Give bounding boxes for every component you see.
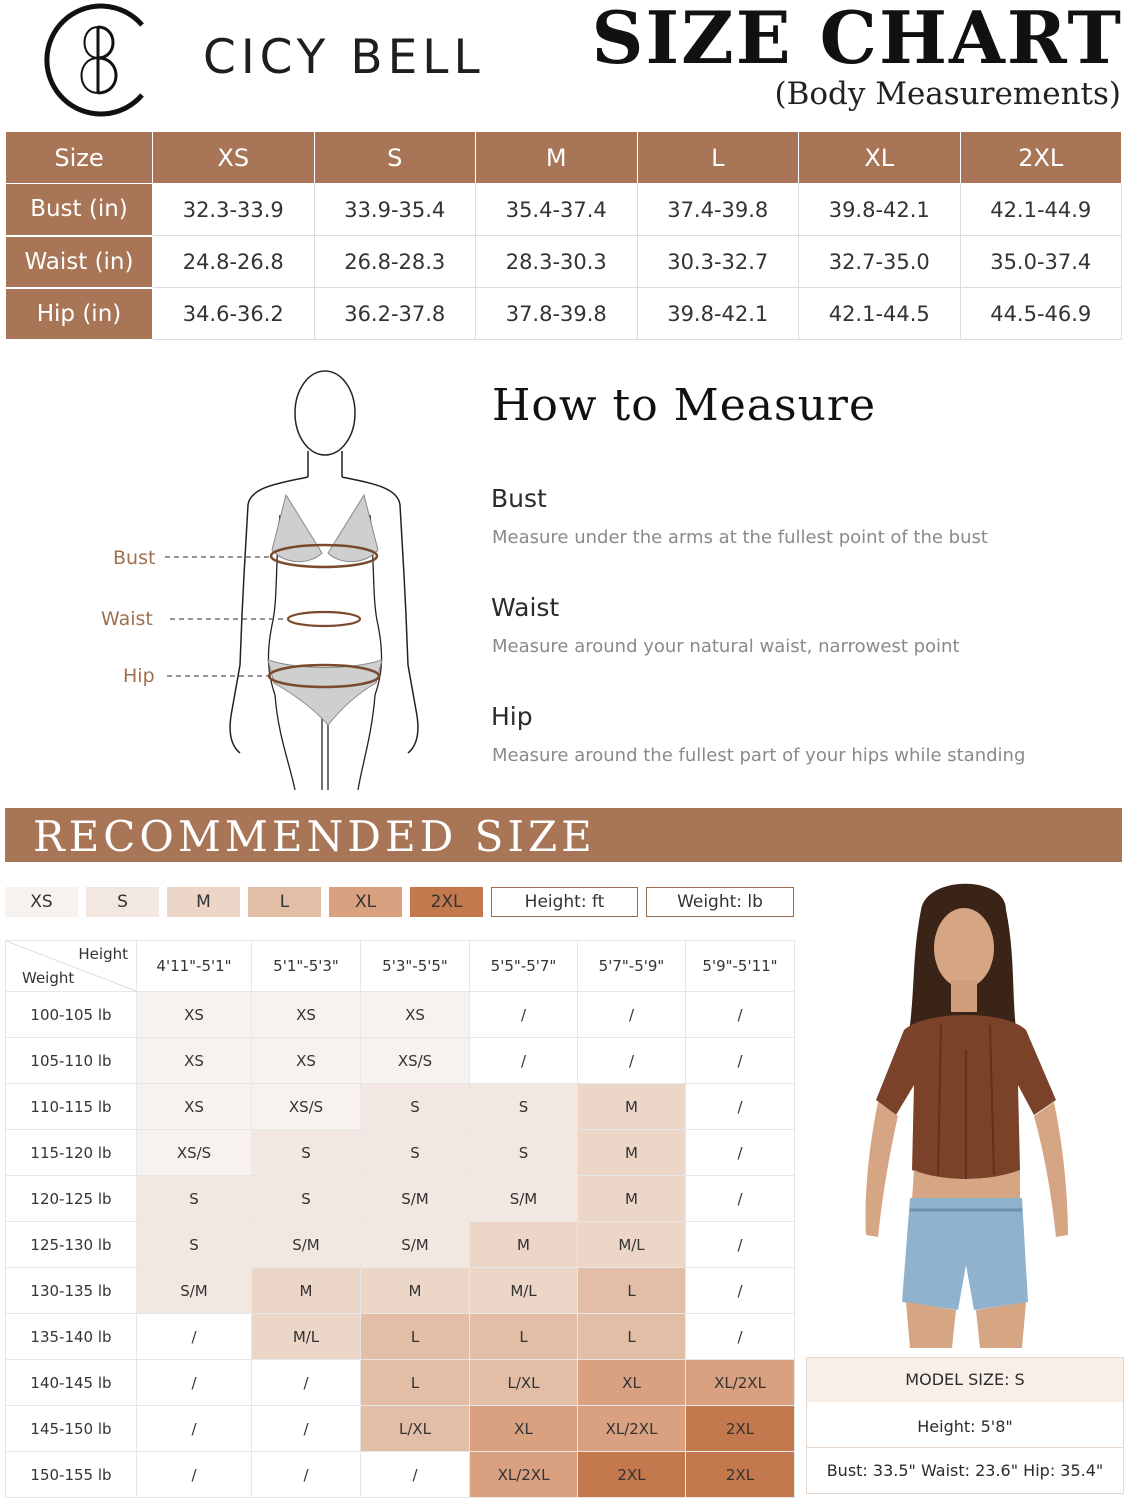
hip-figure-label: Hip: [123, 665, 155, 687]
weight-row-label: 120-125 lb: [6, 1176, 137, 1222]
size-recommendation-cell: L: [578, 1314, 686, 1360]
body-figure-illustration: [100, 365, 430, 790]
table-row: [6, 1268, 795, 1314]
waist-heading: Waist: [491, 593, 560, 622]
size-recommendation-cell: M: [578, 1130, 686, 1176]
table-cell: 28.3-30.3: [476, 236, 638, 288]
size-recommendation-cell: XL/2XL: [470, 1452, 578, 1498]
bust-row: [6, 184, 1122, 236]
size-recommendation-cell: 2XL: [686, 1452, 795, 1498]
size-recommendation-cell: L: [470, 1314, 578, 1360]
recommended-size-table: [5, 940, 795, 1498]
size-recommendation-cell: /: [686, 1084, 795, 1130]
size-recommendation-cell: S: [252, 1176, 361, 1222]
recommended-title: RECOMMENDED SIZE: [33, 812, 596, 861]
size-recommendation-cell: /: [686, 1130, 795, 1176]
hip-heading: Hip: [491, 702, 533, 731]
size-recommendation-cell: XL: [470, 1406, 578, 1452]
height-col-header: 5'9"-5'11": [686, 941, 795, 992]
size-recommendation-cell: /: [252, 1406, 361, 1452]
size-col-2xl: 2XL: [960, 132, 1122, 184]
table-row: [6, 1038, 795, 1084]
table-cell: 42.1-44.9: [960, 184, 1122, 236]
size-recommendation-cell: XL: [578, 1360, 686, 1406]
model-photo: [806, 870, 1122, 1348]
table-cell: 34.6-36.2: [153, 288, 315, 340]
size-recommendation-cell: L/XL: [361, 1406, 470, 1452]
model-size: MODEL SIZE: S: [807, 1358, 1123, 1402]
table-cell: 39.8-42.1: [799, 184, 961, 236]
table-row: [6, 1314, 795, 1360]
size-recommendation-cell: S/M: [361, 1176, 470, 1222]
table-cell: 24.8-26.8: [153, 236, 315, 288]
table-cell: 44.5-46.9: [960, 288, 1122, 340]
body-measurement-table: [5, 131, 1122, 341]
size-recommendation-cell: S: [361, 1130, 470, 1176]
bust-heading: Bust: [491, 484, 547, 513]
table-cell: 35.0-37.4: [960, 236, 1122, 288]
size-recommendation-cell: L: [361, 1360, 470, 1406]
size-col-m: M: [476, 132, 638, 184]
size-recommendation-cell: L/XL: [470, 1360, 578, 1406]
size-recommendation-cell: XS/S: [252, 1084, 361, 1130]
size-recommendation-cell: /: [252, 1452, 361, 1498]
bust-figure-label: Bust: [113, 547, 156, 569]
size-recommendation-cell: S/M: [252, 1222, 361, 1268]
model-info-card: [806, 1357, 1124, 1494]
waist-row: [6, 236, 1122, 288]
size-recommendation-cell: /: [578, 1038, 686, 1084]
weight-row-label: 145-150 lb: [6, 1406, 137, 1452]
page-subtitle: (Body Measurements): [774, 76, 1121, 112]
table-row: [6, 1084, 795, 1130]
size-recommendation-cell: XL/2XL: [578, 1406, 686, 1452]
model-height: Height: 5'8": [807, 1406, 1123, 1448]
hip-row: [6, 288, 1122, 340]
weight-row-label: 125-130 lb: [6, 1222, 137, 1268]
size-recommendation-cell: M: [470, 1222, 578, 1268]
size-recommendation-cell: /: [686, 1314, 795, 1360]
table-cell: 35.4-37.4: [476, 184, 638, 236]
size-recommendation-cell: /: [137, 1406, 252, 1452]
size-header-label: Size: [6, 132, 153, 184]
size-recommendation-cell: M: [252, 1268, 361, 1314]
legend-2xl: 2XL: [410, 887, 483, 917]
table-cell: 37.8-39.8: [476, 288, 638, 340]
legend-height-unit: Height: ft: [491, 887, 638, 917]
size-recommendation-cell: XS/S: [361, 1038, 470, 1084]
size-recommendation-cell: /: [252, 1360, 361, 1406]
weight-row-label: 100-105 lb: [6, 992, 137, 1038]
size-recommendation-cell: S: [252, 1130, 361, 1176]
size-recommendation-cell: /: [578, 992, 686, 1038]
row-label: Waist (in): [6, 236, 153, 288]
size-recommendation-cell: /: [686, 1268, 795, 1314]
waist-figure-label: Waist: [101, 608, 153, 630]
legend-s: S: [86, 887, 159, 917]
legend-xl: XL: [329, 887, 402, 917]
height-col-header: 4'11"-5'1": [137, 941, 252, 992]
legend-l: L: [248, 887, 321, 917]
size-recommendation-cell: /: [686, 1176, 795, 1222]
weight-row-label: 130-135 lb: [6, 1268, 137, 1314]
height-col-header: 5'1"-5'3": [252, 941, 361, 992]
waist-description: Measure around your natural waist, narrowest point: [492, 636, 960, 657]
legend-m: M: [167, 887, 240, 917]
size-recommendation-cell: S: [361, 1084, 470, 1130]
size-col-l: L: [637, 132, 799, 184]
size-recommendation-cell: S/M: [361, 1222, 470, 1268]
size-recommendation-cell: 2XL: [578, 1452, 686, 1498]
table-cell: 32.3-33.9: [153, 184, 315, 236]
brand-logo-icon: [40, 3, 158, 117]
size-recommendation-cell: M: [578, 1176, 686, 1222]
size-recommendation-cell: /: [686, 992, 795, 1038]
height-col-header: 5'5"-5'7": [470, 941, 578, 992]
model-measurements: Bust: 33.5" Waist: 23.6" Hip: 35.4": [826, 1461, 1104, 1480]
size-recommendation-cell: /: [470, 1038, 578, 1084]
table-row: [6, 1222, 795, 1268]
size-recommendation-cell: XS: [361, 992, 470, 1038]
row-label: Hip (in): [6, 288, 153, 340]
size-recommendation-cell: S/M: [137, 1268, 252, 1314]
table-cell: 32.7-35.0: [799, 236, 961, 288]
size-col-xl: XL: [799, 132, 961, 184]
table-cell: 33.9-35.4: [314, 184, 476, 236]
table-cell: 26.8-28.3: [314, 236, 476, 288]
size-col-s: S: [314, 132, 476, 184]
table-row: [6, 1452, 795, 1498]
legend-weight-unit: Weight: lb: [646, 887, 794, 917]
hip-description: Measure around the fullest part of your hips while standing: [492, 745, 1026, 766]
size-recommendation-cell: /: [686, 1222, 795, 1268]
weight-row-label: 105-110 lb: [6, 1038, 137, 1084]
size-header-row: [6, 132, 1122, 184]
size-recommendation-cell: XS: [137, 1084, 252, 1130]
how-to-measure-title: How to Measure: [492, 380, 876, 431]
recommended-banner: [5, 808, 1122, 862]
table-cell: 36.2-37.8: [314, 288, 476, 340]
height-col-header: 5'3"-5'5": [361, 941, 470, 992]
corner-height-label: Height: [78, 945, 128, 963]
recommended-table-body: [6, 992, 795, 1498]
size-recommendation-cell: 2XL: [686, 1406, 795, 1452]
size-recommendation-cell: M: [578, 1084, 686, 1130]
size-recommendation-cell: S: [137, 1176, 252, 1222]
weight-row-label: 135-140 lb: [6, 1314, 137, 1360]
size-recommendation-cell: XS: [137, 992, 252, 1038]
weight-row-label: 150-155 lb: [6, 1452, 137, 1498]
table-row: [6, 1360, 795, 1406]
height-header-row: [6, 941, 795, 992]
size-recommendation-cell: XS: [252, 992, 361, 1038]
page-title: SIZE CHART: [591, 0, 1123, 80]
size-recommendation-cell: M/L: [578, 1222, 686, 1268]
table-cell: 30.3-32.7: [637, 236, 799, 288]
table-row: [6, 992, 795, 1038]
size-recommendation-cell: /: [137, 1314, 252, 1360]
size-recommendation-cell: /: [686, 1038, 795, 1084]
table-row: [6, 1406, 795, 1452]
height-col-header: 5'7"-5'9": [578, 941, 686, 992]
size-col-xs: XS: [153, 132, 315, 184]
size-recommendation-cell: S: [137, 1222, 252, 1268]
size-recommendation-cell: /: [470, 992, 578, 1038]
size-recommendation-cell: L: [361, 1314, 470, 1360]
size-recommendation-cell: L: [578, 1268, 686, 1314]
size-recommendation-cell: S/M: [470, 1176, 578, 1222]
size-recommendation-cell: S: [470, 1084, 578, 1130]
legend-xs: XS: [5, 887, 78, 917]
size-recommendation-cell: XS: [137, 1038, 252, 1084]
table-cell: 37.4-39.8: [637, 184, 799, 236]
weight-row-label: 140-145 lb: [6, 1360, 137, 1406]
size-recommendation-cell: S: [470, 1130, 578, 1176]
size-recommendation-cell: /: [361, 1452, 470, 1498]
brand-name: CICY BELL: [203, 30, 485, 85]
size-recommendation-cell: /: [137, 1452, 252, 1498]
size-recommendation-cell: XL/2XL: [686, 1360, 795, 1406]
size-recommendation-cell: M: [361, 1268, 470, 1314]
table-row: [6, 1130, 795, 1176]
size-recommendation-cell: M/L: [470, 1268, 578, 1314]
weight-row-label: 115-120 lb: [6, 1130, 137, 1176]
table-cell: 39.8-42.1: [637, 288, 799, 340]
table-cell: 42.1-44.5: [799, 288, 961, 340]
size-recommendation-cell: M/L: [252, 1314, 361, 1360]
row-label: Bust (in): [6, 184, 153, 236]
size-recommendation-cell: XS: [252, 1038, 361, 1084]
bust-description: Measure under the arms at the fullest point of the bust: [492, 527, 988, 548]
table-row: [6, 1176, 795, 1222]
weight-row-label: 110-115 lb: [6, 1084, 137, 1130]
corner-cell: [6, 941, 137, 992]
size-recommendation-cell: XS/S: [137, 1130, 252, 1176]
corner-weight-label: Weight: [22, 969, 75, 987]
size-recommendation-cell: /: [137, 1360, 252, 1406]
